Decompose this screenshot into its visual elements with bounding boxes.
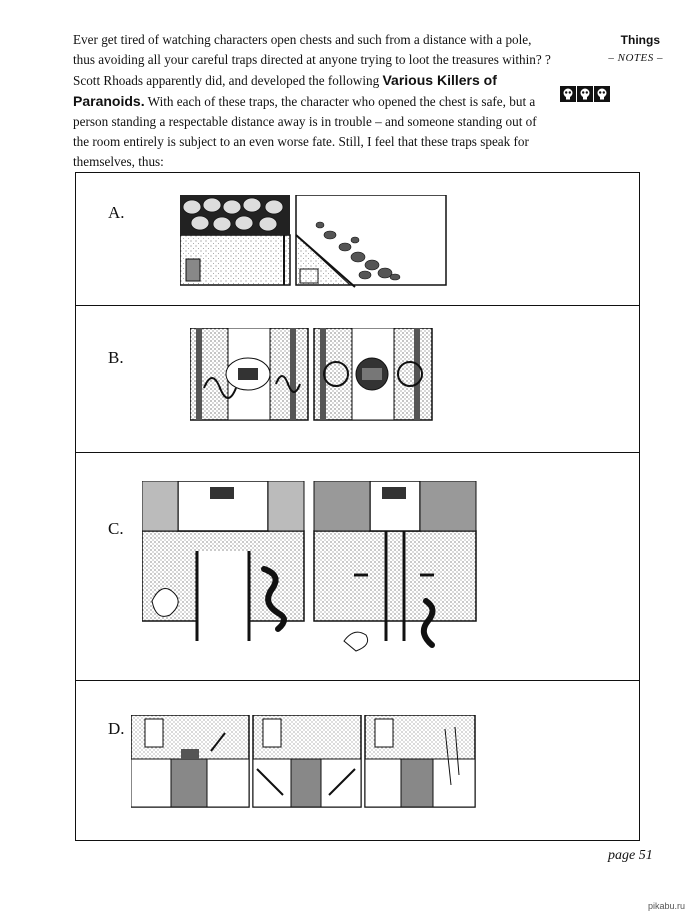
intro-bold-title: Various Killers of Paranoids. xyxy=(73,72,497,109)
danger-rating xyxy=(560,86,610,102)
panel-label: B. xyxy=(108,348,124,367)
intro-text-before: Ever get tired of watching characters open chests and such from a distance with a pole, thus avoiding all your careful traps directed at anyone trying to loot the treasures within? ? Scott Rhoads apparently did, and developed the following xyxy=(73,32,551,88)
panel-d xyxy=(76,681,639,842)
panel-c-illustration xyxy=(142,481,547,671)
sidebar-notes: – NOTES – xyxy=(608,52,663,64)
intro-paragraph xyxy=(73,30,551,172)
panel-a xyxy=(76,173,639,306)
page-number: page 51 xyxy=(608,848,653,863)
sidebar-title: Things xyxy=(620,33,660,47)
skull-icon xyxy=(577,86,593,102)
panel-c xyxy=(76,453,639,681)
panel-label: C. xyxy=(108,519,124,538)
skull-icon xyxy=(560,86,576,102)
skull-icon xyxy=(594,86,610,102)
intro-text-after: With each of these traps, the character who opened the chest is safe, but a person standing a respectable distance away is in trouble – and someone standing out of the room entirely is subject to an even worse fate. Still, I feel that these traps speak for themselves, thus: xyxy=(73,94,537,169)
panel-label: D. xyxy=(108,719,125,738)
panel-label: A. xyxy=(108,203,125,222)
panel-a-illustration xyxy=(180,195,450,290)
illustration-frame xyxy=(75,172,640,841)
panel-b xyxy=(76,306,639,453)
panel-d-illustration xyxy=(131,715,581,811)
panel-b-illustration xyxy=(190,328,440,423)
watermark: pikabu.ru xyxy=(648,901,686,911)
